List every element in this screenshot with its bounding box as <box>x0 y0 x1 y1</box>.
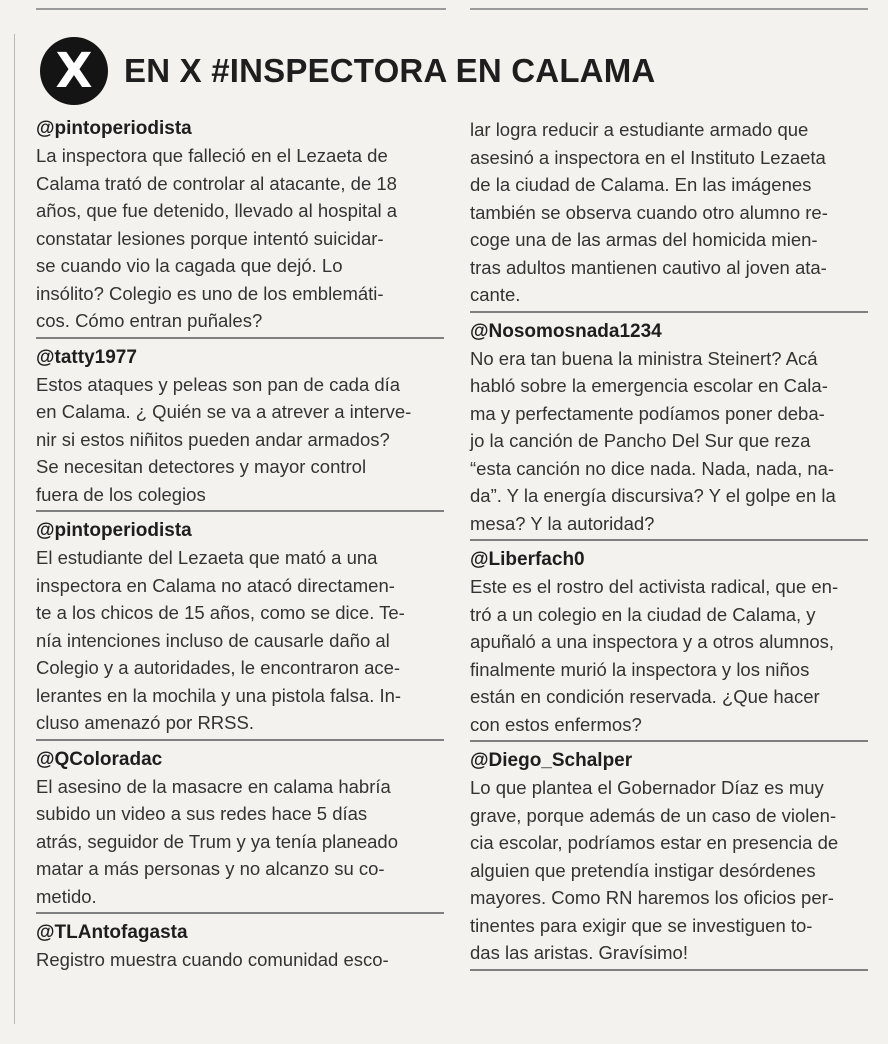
post-handle[interactable]: @Liberfach0 <box>470 549 585 570</box>
post-handle[interactable]: @pintoperiodista <box>36 520 192 541</box>
section-header <box>40 34 655 108</box>
post-body <box>470 345 868 538</box>
section-title: EN X #INSPECTORA EN CALAMA <box>124 52 656 89</box>
post-body <box>36 544 444 737</box>
post <box>36 747 444 915</box>
text-line: El estudiante del Lezaeta que mató a una <box>36 547 378 568</box>
text-line: cia escolar, podríamos estar en presencia de <box>470 832 839 853</box>
top-rule-left <box>36 8 446 10</box>
post-handle[interactable]: @pintoperiodista <box>36 118 192 139</box>
post-handle[interactable]: @tatty1977 <box>36 346 137 368</box>
post-body <box>470 116 868 309</box>
text-line: Calama trató de controlar al atacante, de 18 <box>36 172 397 194</box>
x-logo-icon: X <box>40 37 108 105</box>
right-column <box>470 116 868 977</box>
post-body <box>36 946 444 974</box>
post <box>36 518 444 741</box>
text-line: No era tan buena la ministra Steinert? Acá <box>470 347 818 369</box>
text-line: constatar lesiones porque intentó suicidar- <box>36 227 384 249</box>
text-line: fuera de los colegios <box>36 483 206 505</box>
text-line: cluso amenazó por RRSS. <box>36 712 254 733</box>
text-line: cante. <box>470 284 521 305</box>
text-line: Este es el rostro del activista radical, que en- <box>470 576 839 597</box>
text-line: coge una de las armas del homicida mien- <box>470 229 818 250</box>
text-line: jo la canción de Pancho Del Sur que reza <box>470 430 811 451</box>
text-line: habló sobre la emergencia escolar en Cala- <box>470 375 828 396</box>
text-line: de la ciudad de Calama. En las imágenes <box>470 174 812 195</box>
post <box>36 345 444 513</box>
post-body <box>470 573 868 738</box>
text-line: están en condición reservada. ¿Que hacer <box>470 686 820 707</box>
top-rule-right <box>470 8 868 10</box>
post-body <box>470 774 868 967</box>
text-line: Registro muestra cuando comunidad esco- <box>36 949 389 970</box>
text-line: La inspectora que falleció en el Lezaeta de <box>36 145 388 166</box>
text-line: das las aristas. Gravísimo! <box>470 942 688 963</box>
post-handle[interactable]: @TLAntofagasta <box>36 922 188 943</box>
text-line: inspectora en Calama no atacó directamen- <box>36 574 395 596</box>
text-line: te a los chicos de 15 años, como se dice. Te- <box>36 602 405 623</box>
post-continuation <box>470 116 868 313</box>
text-line: lerantes en la mochila y una pistola falsa. In- <box>36 684 402 706</box>
text-line: tras adultos mantienen cautivo al joven ata- <box>470 256 827 278</box>
text-line: años, que fue detenido, llevado al hospital a <box>36 200 398 221</box>
text-line: “esta canción no dice nada. Nada, nada, na- <box>470 457 835 479</box>
post <box>36 920 444 976</box>
text-line: alguien que pretendía instigar desórdenes <box>470 859 816 881</box>
text-line: da”. Y la energía discursiva? Y el golpe en la <box>470 485 836 506</box>
text-line: nía intenciones incluso de causarle daño al <box>36 629 390 651</box>
text-line: atrás, seguidor de Trum y ya tenía planeado <box>36 830 398 852</box>
text-line: finalmente murió la inspectora y los niños <box>470 658 810 680</box>
post-body <box>36 773 444 911</box>
text-line: subido un video a sus redes hace 5 días <box>36 803 368 824</box>
text-line: mayores. Como RN haremos los oficios per- <box>470 887 834 908</box>
text-line: asesinó a inspectora en el Instituto Lezaeta <box>470 146 826 168</box>
text-line: matar a más personas y no alcanzo su co- <box>36 858 385 879</box>
column-rule <box>14 34 15 1024</box>
post <box>470 748 868 971</box>
text-line: metido. <box>36 885 97 907</box>
text-line: Estos ataques y peleas son pan de cada día <box>36 373 401 395</box>
text-line: Colegio y a autoridades, le encontraron ace- <box>36 657 401 678</box>
text-line: tró a un colegio en la ciudad de Calama, y <box>470 603 816 625</box>
text-line: se cuando vio la cagada que dejó. Lo <box>36 255 343 276</box>
text-line: insólito? Colegio es uno de los emblemáti- <box>36 282 384 304</box>
text-line: también se observa cuando otro alumno re- <box>470 201 828 223</box>
post-handle[interactable]: @Diego_Schalper <box>470 750 633 771</box>
text-line: Se necesitan detectores y mayor control <box>36 456 367 477</box>
post <box>470 547 868 742</box>
text-line: nir si estos niñitos pueden andar armados? <box>36 428 390 450</box>
text-line: mesa? Y la autoridad? <box>470 512 655 534</box>
text-line: lar logra reducir a estudiante armado que <box>470 119 809 140</box>
post <box>36 116 444 339</box>
text-line: Lo que plantea el Gobernador Díaz es muy <box>470 777 824 798</box>
post-handle[interactable]: @Nosomosnada1234 <box>470 320 662 342</box>
text-line: con estos enfermos? <box>470 713 642 735</box>
text-line: en Calama. ¿ Quién se va a atrever a interve- <box>36 401 412 422</box>
post-handle[interactable]: @QColoradac <box>36 748 163 770</box>
text-line: ma y perfectamente podíamos poner deba- <box>470 402 825 424</box>
post-body <box>36 371 444 509</box>
post <box>470 319 868 542</box>
text-line: apuñaló a una inspectora y a otros alumnos, <box>470 631 835 652</box>
left-column <box>36 116 444 982</box>
post-body <box>36 142 444 335</box>
text-line: grave, porque además de un caso de violen- <box>470 804 837 826</box>
text-line: cos. Cómo entran puñales? <box>36 310 263 331</box>
text-line: tinentes para exigir que se investiguen to- <box>470 914 813 936</box>
text-line: El asesino de la masacre en calama habría <box>36 775 391 797</box>
